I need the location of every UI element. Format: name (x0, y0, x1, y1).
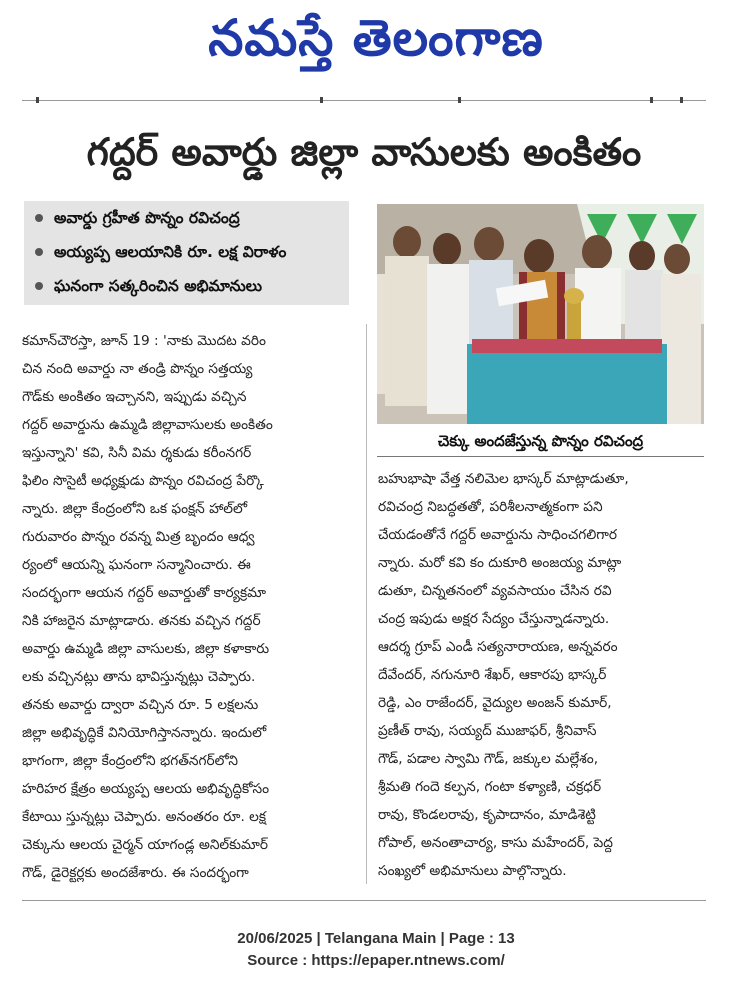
highlights-box (24, 201, 349, 305)
bottom-divider (22, 900, 706, 901)
text-line: సందర్భంగా ఆయన గద్దర్ అవార్డుతో కార్యక్రమా (22, 585, 266, 601)
article-column-1 (22, 327, 360, 887)
text-line: గోపాల్, అనంతాచార్య, కాసు మహేందర్, పెద్ద (378, 835, 613, 851)
text-line: గౌడ్‌కు అంకితం ఇచ్చానని, ఇప్పుడు వచ్చిన (22, 389, 247, 405)
text-line: ఆదర్శ గ్రూప్ ఎండీ సత్యనారాయణ, అన్నవరం (378, 639, 618, 655)
bullet-icon (35, 248, 43, 256)
text-line: గద్దర్ అవార్డును ఉమ్మడి జిల్లావాసులకు అంకితం (22, 417, 273, 433)
bullet-icon (35, 282, 43, 290)
text-line: హరిహర క్షేత్రం అయ్యప్ప ఆలయ అభివృద్ధికోసం (22, 781, 270, 797)
masthead-title: నమస్తే తెలంగాణ (208, 8, 544, 67)
newspaper-masthead (0, 8, 752, 80)
text-line: జిల్లా అభివృద్ధికే వినియోగిస్తానన్నారు. ఇందులో (22, 725, 267, 741)
text-line: న్నారు. జిల్లా కేంద్రంలోని ఒక ఫంక్షన్ హాల్‌లో (22, 501, 248, 517)
text-line: శ్రీమతి గందె కల్పన, గంటా కళ్యాణి, చక్రధర్ (378, 779, 602, 795)
footer-date-page: 20/06/2025 | Telangana Main | Page : 13 (237, 930, 515, 947)
event-photo-illustration (377, 204, 704, 424)
text-line: డుతూ, చిన్నతనంలో వ్యవసాయం చేసిన రవి (378, 583, 612, 599)
text-line: చేయడంతోనే గద్దర్ అవార్డును సాధించగలిగార (378, 527, 617, 543)
page-footer (0, 928, 752, 972)
text-line: గౌడ్, డైరెక్టర్లకు అందజేశారు. ఈ సందర్భంగా (22, 865, 249, 881)
bullet-icon (35, 214, 43, 222)
text-line: ర్యంలో ఆయన్ని ఘనంగా సన్మానించారు. ఈ (22, 557, 251, 573)
text-line: చంద్ర ఇపుడు అక్షర సేద్యం చేస్తున్నాడన్నారు. (378, 611, 610, 627)
article-photo (377, 204, 704, 424)
text-line: ఇస్తున్నాని' కవి, సినీ విమ ర్శకుడు కరీంనగర్ (22, 445, 252, 461)
footer-source-link[interactable]: Source : https://epaper.ntnews.com/ (247, 952, 505, 969)
text-line: కమాన్‌చౌరస్తా, జూన్ 19 : 'నాకు మొదట వరిం (22, 333, 266, 349)
text-line: సంఖ్యలో అభిమానులు పాల్గొన్నారు. (378, 863, 567, 879)
highlight-item: అవార్డు గ్రహీత పొన్నం రవిచంద్ర (24, 201, 349, 235)
text-line: భాగంగా, జిల్లా కేంద్రంలోని భగత్‌నగర్‌లోని (22, 753, 238, 769)
text-line: లకు వచ్చినట్లు తాను భావిస్తున్నట్లు చెప్పారు. (22, 669, 256, 685)
article-column-2 (378, 465, 708, 885)
highlight-item: ఘనంగా సత్కరించిన అభిమానులు (24, 269, 349, 303)
text-line: బహుభాషా వేత్త నలిమెల భాస్కర్ మాట్లాడుతూ, (378, 471, 629, 487)
text-line: అవార్డు ఉమ్మడి జిల్లా వాసులకు, జిల్లా కళాకారు (22, 641, 270, 657)
text-line: ఫిలిం సొసైటీ అధ్యక్షుడు పొన్నం రవిచంద్ర పేర్కొ (22, 473, 264, 489)
column-divider (366, 324, 367, 884)
text-line: గురువారం పొన్నం రవన్న మిత్ర బృందం ఆధ్వ (22, 529, 255, 545)
text-line: నికి హాజరైన మాట్లాడారు. తనకు వచ్చిన గద్దర్ (22, 613, 261, 629)
text-line: తనకు అవార్డు ద్వారా వచ్చిన రూ. 5 లక్షలను (22, 697, 259, 713)
photo-caption: చెక్కు అందజేస్తున్న పొన్నం రవిచంద్ర (377, 426, 704, 457)
text-line: చిన నంది అవార్డు నా తండ్రి పొన్నం సత్తయ్య (22, 361, 253, 377)
text-line: చెక్కును ఆలయ చైర్మన్ యాగండ్ల అనిల్‌కుమార్ (22, 837, 269, 853)
text-line: రవిచంద్ర నిబద్ధతతో, పరిశీలనాత్మకంగా పని (378, 499, 603, 515)
text-line: గౌడ్, పడాల స్వామి గౌడ్, జక్కుల మల్లేశం, (378, 751, 599, 767)
text-line: ప్రణీత్ రావు, సయ్యద్ ముజాఫర్, శ్రీనివాస్ (378, 723, 597, 739)
article-headline: గద్దర్ అవార్డు జిల్లా వాసులకు అంకితం (86, 130, 642, 174)
top-divider (22, 100, 706, 101)
text-line: రెడ్డి, ఎం రాజేందర్, వైద్యుల అంజన్ కుమార్, (378, 695, 612, 711)
highlight-item: అయ్యప్ప ఆలయానికి రూ. లక్ష విరాళం (24, 235, 349, 269)
text-line: న్నారు. మరో కవి కం దుకూరి అంజయ్య మాట్లా (378, 555, 622, 571)
text-line: దేవేందర్, నగునూరి శేఖర్, ఆకారపు భాస్కర్ (378, 667, 607, 683)
text-line: కేటాయి స్తున్నట్లు చెప్పారు. అనంతరం రూ. లక్ష (22, 809, 266, 825)
text-line: రావు, కొండలరావు, కృపాదానం, మాడిశెట్టి (378, 807, 596, 823)
